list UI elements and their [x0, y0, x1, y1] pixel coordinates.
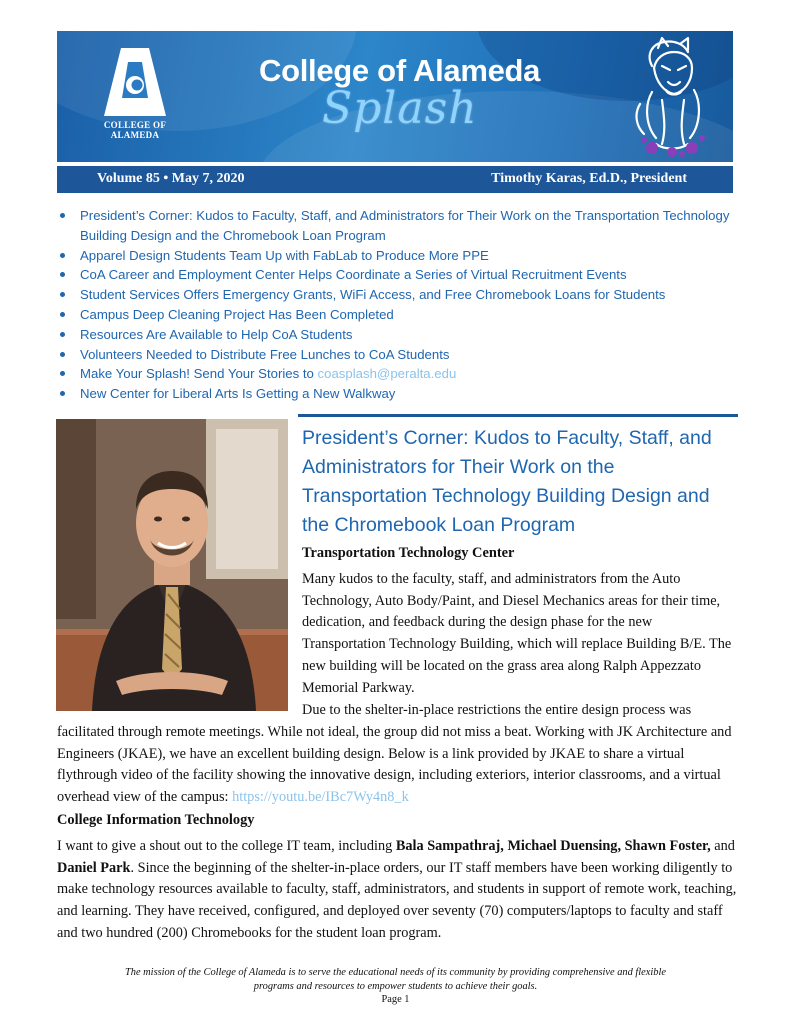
toc-item[interactable]	[57, 345, 737, 365]
contents-list	[57, 206, 737, 404]
toc-item-label[interactable]: Student Services Offers Emergency Grants, WiFi Access, and Free Chromebook Loans for Students	[80, 287, 666, 303]
college-name: College of Alameda	[259, 53, 541, 88]
toc-item-label[interactable]: Resources Are Available to Help CoA Students	[80, 326, 353, 342]
president-portrait-icon	[56, 419, 288, 711]
mission-statement: The mission of the College of Alameda is to serve the educational needs of its community by providing comprehensive and flexible programs and resources to empower students to achieve their goals.	[125, 967, 666, 992]
president-name: Timothy Karas, Ed.D., President	[491, 171, 687, 186]
email-link[interactable]: coasplash@peralta.edu	[317, 366, 457, 382]
bullet-icon	[60, 272, 65, 277]
bullet-icon	[60, 253, 65, 258]
bullet-icon	[60, 352, 65, 357]
staff-name: Daniel Park	[57, 859, 131, 876]
toc-item-label[interactable]: Make Your Splash! Send Your Stories to	[80, 366, 318, 382]
section-heading-it: College Information Technology	[57, 812, 255, 828]
staff-name: Bala Sampathraj	[395, 838, 501, 854]
toc-item-label[interactable]: New Center for Liberal Arts Is Getting a New Walkway	[80, 386, 396, 402]
bullet-icon	[60, 371, 65, 376]
article-title: President’s Corner: Kudos to Faculty, Staff, and Administrators for Their Work on the Transportation Technology Building Design and the Chromebook Loan Program	[302, 427, 712, 536]
bullet-icon	[60, 391, 65, 396]
staff-name: Shawn Foster,	[624, 838, 711, 854]
article-divider	[298, 414, 738, 417]
bullet-icon	[60, 292, 65, 297]
cougar-mascot-icon	[622, 34, 722, 159]
logo-text-line2: ALAMEDA	[110, 130, 160, 140]
president-photo	[56, 419, 288, 711]
toc-item-label[interactable]: Apparel Design Students Team Up with FabLab to Produce More PPE	[80, 247, 489, 263]
staff-name: Michael Duensing	[507, 838, 618, 854]
toc-item-label[interactable]: Campus Deep Cleaning Project Has Been Completed	[80, 306, 394, 322]
paragraph-shelter-in-place	[57, 722, 737, 809]
issue-volume-date: Volume 85 • May 7, 2020	[97, 171, 245, 186]
toc-item-label[interactable]: President’s Corner: Kudos to Faculty, Staff, and Administrators for Their Work on the Transportation Technology Building Design and the Chromebook Loan Program	[80, 208, 730, 243]
video-link[interactable]: https://youtu.be/IBc7Wy4n8_k	[232, 789, 409, 806]
toc-item-label[interactable]: CoA Career and Employment Center Helps Coordinate a Series of Virtual Recruitment Events	[80, 267, 627, 283]
conjunction-text: and	[710, 838, 735, 854]
newsletter-name: Splash	[322, 83, 478, 134]
toc-item[interactable]	[57, 206, 737, 246]
issue-info-bar	[57, 166, 733, 193]
logo-text	[100, 120, 170, 140]
bullet-icon	[60, 312, 65, 317]
paragraph-it-team	[57, 836, 737, 945]
toc-item[interactable]	[57, 305, 737, 325]
toc-item[interactable]	[57, 265, 737, 285]
paragraph-shelter-in-place-text: facilitated through remote meetings. While not ideal, the group did not miss a beat. Working with JK Architecture and Engineers (JKAE), we have an excellent building design. Below is a link provided by JKAE to share a virtual flythrough video of the facility showing the innovative design, including exteriors, interior classrooms, and a virtual overhead view of the campus:	[57, 724, 732, 806]
paragraph-it-intro: I want to give a shout out to the college IT team, including	[57, 838, 396, 854]
separator-comma: ,	[617, 838, 625, 854]
paragraph-it-rest: . Since the beginning of the shelter-in-place orders, our IT staff members have been working diligently to make technology resources available to faculty, staff, administrators, and students in support of remote work, teaching, and learning. They have received, configured, and deployed over seventy (70) computers/laptops to faculty and staff and two hundred (200) Chromebooks for the student loan program.	[57, 859, 737, 941]
toc-item[interactable]	[57, 325, 737, 345]
toc-item[interactable]	[57, 246, 737, 266]
college-logo-icon	[104, 48, 166, 116]
masthead-banner	[57, 31, 733, 162]
paragraph-transportation-kudos: Many kudos to the faculty, staff, and administrators from the Auto Technology, Auto Body/Paint, and Diesel Mechanics areas for their time, dedication, and feedback during the design phase for the new Transportation Technology Building, which will replace Building B/E. The new building will be located on the grass area along Ralph Appezzato Memorial Parkway.	[302, 571, 732, 696]
logo-text-line1: COLLEGE OF	[103, 120, 167, 130]
toc-item[interactable]	[57, 384, 737, 404]
toc-item[interactable]	[57, 285, 737, 305]
toc-item[interactable]	[57, 364, 737, 384]
bullet-icon	[60, 213, 65, 218]
section-heading-transportation: Transportation Technology Center	[302, 545, 515, 561]
college-logo	[100, 48, 170, 148]
page-number: Page 1	[381, 994, 410, 1005]
paragraph-shelter-in-place-lead: Due to the shelter-in-place restrictions the entire design process was	[302, 702, 692, 718]
bullet-icon	[60, 332, 65, 337]
separator-comma: ,	[500, 838, 508, 854]
toc-item-label[interactable]: Volunteers Needed to Distribute Free Lunches to CoA Students	[80, 346, 450, 362]
